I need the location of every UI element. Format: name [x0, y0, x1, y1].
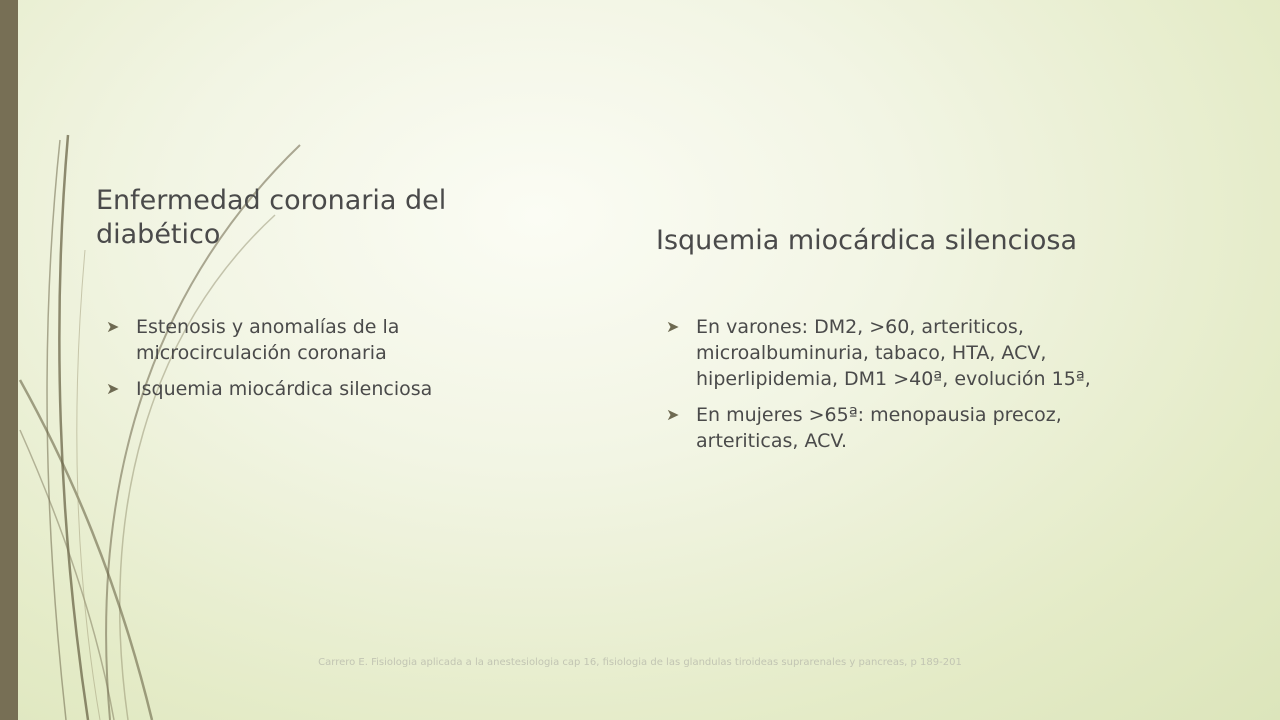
arrow-right-icon: ➤ — [666, 405, 680, 424]
right-bullet-list — [666, 314, 1166, 464]
citation-footer: Carrero E. Fisiologia aplicada a la anestesiologia cap 16, fisiologia de las glandulas tiroideas suprarenales y pancreas, p 189-201 — [318, 657, 962, 668]
list-item — [666, 314, 1166, 392]
left-bullet-list — [106, 314, 536, 412]
right-column-title: Isquemia miocárdica silenciosa — [656, 225, 1078, 256]
list-item — [106, 376, 536, 402]
list-item — [106, 314, 536, 366]
arrow-right-icon: ➤ — [106, 379, 120, 398]
bullet-text: En varones: DM2, >60, arteriticos, microalbuminuria, tabaco, HTA, ACV, hiperlipidemia, DM1 >40ª, evolución 15ª, — [696, 316, 1091, 390]
bullet-text: Isquemia miocárdica silenciosa — [136, 378, 433, 400]
bullet-text: En mujeres >65ª: menopausia precoz, arteriticas, ACV. — [696, 404, 1062, 452]
bullet-text: Estenosis y anomalías de la microcirculación coronaria — [136, 316, 400, 364]
left-column-title: Enfermedad coronaria del diabético — [96, 185, 447, 250]
arrow-right-icon: ➤ — [106, 317, 120, 336]
list-item — [666, 402, 1166, 454]
arrow-right-icon: ➤ — [666, 317, 680, 336]
